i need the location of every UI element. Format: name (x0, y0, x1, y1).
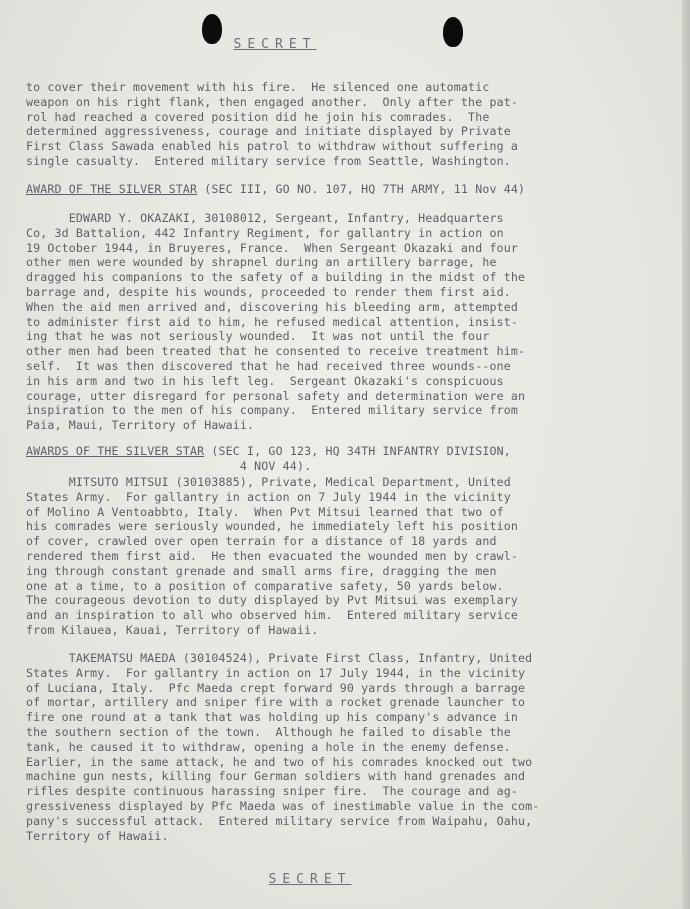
paragraph-mitsui-citation: MITSUTO MITSUI (30103885), Private, Medical Department, United States Army. For gallantry in action on 7 July 1944 in the vicinity of Molino A Ventoabbto, Italy. When Pvt Mitsui learned that two of his comrades were seriously wounded, he immediately left his position of cover, crawled over open terrain for a distance of 18 yards and rendered them first aid. He then evacuated the wounded men by crawl- ing through constant grenade and small arms fire, dragging the men one at a time, to a position of comparative safety, 50 yards below. The courageous devotion to duty displayed by Pvt Mitsui was exemplary and an inspiration to all who observed him. Entered military service from Kilauea, Kauai, Territory of Hawaii. (26, 475, 518, 637)
heading-awards-title: AWARDS OF THE SILVER STAR (26, 444, 205, 458)
heading-award-title: AWARD OF THE SILVER STAR (26, 182, 198, 196)
classification-header: SECRET (233, 37, 317, 52)
classification-footer: SECRET (268, 872, 352, 887)
page-edge-shadow (682, 0, 690, 909)
heading-award-reference: (SEC III, GO NO. 107, HQ 7TH ARMY, 11 Nov 44) (197, 182, 526, 196)
section-heading-34th-division (26, 444, 646, 474)
heading-awards-reference: (SEC I, GO 123, HQ 34TH INFANTRY DIVISION, 4 NOV 44). (211, 444, 511, 473)
paragraph-okazaki-citation: EDWARD Y. OKAZAKI, 30108012, Sergeant, Infantry, Headquarters Co, 3d Battalion, 442 Infantry Regiment, for gallantry in action on 19 October 1944, in Bruyeres, France. When Sergeant Okazaki and four other men were wounded by shrapnel during an artillery barrage, he dragged his companions to the safety of a building in the midst of the barrage and, despite his wounds, proceeded to render them first aid. When the aid men arrived and, discovering his bleeding arm, attempted to administer first aid to him, he refused medical attention, insist- ing that he was not seriously wounded. It was not until the four other men had been treated that he consented to receive treatment him- self. It was then discovered that he had received three wounds--one in his arm and two in his left leg. Sergeant Okazaki's conspicuous courage, utter disregard for personal safety and determination were an inspiration to the men of his company. Entered military service from Paia, Maui, Territory of Hawaii. (26, 211, 526, 433)
paragraph-maeda-citation: TAKEMATSU MAEDA (30104524), Private First Class, Infantry, United States Army. For gallantry in action on 17 July 1944, in the vicinity of Luciana, Italy. Pfc Maeda crept forward 90 yards through a barrage of mortar, artillery and sniper fire with a rocket grenade launcher to fire one round at a tank that was holding up his company's advance in the southern section of the town. Although he failed to disable the tank, he caused it to withdraw, opening a hole in the enemy defense. Earlier, in the same attack, he and two of his comrades knocked out two machine gun nests, killing four German soldiers with hand grenades and rifles despite continuous harassing sniper fire. The courage and ag- gressiveness displayed by Pfc Maeda was of inestimable value in the com- pany's successful attack. Entered military service from Waipahu, Oahu, Territory of Hawaii. (26, 651, 540, 843)
paragraph-sawada-continuation: to cover their movement with his fire. He silenced one automatic weapon on his right flank, then engaged another. Only after the pat- rol had reached a covered position did he join his comrades. The determined aggressiveness, courage and initiate displayed by Private First Class Sawada enabled his patrol to withdraw without suffering a single casualty. Entered military service from Seattle, Washington. (26, 80, 518, 168)
section-heading-okazaki (26, 182, 646, 197)
